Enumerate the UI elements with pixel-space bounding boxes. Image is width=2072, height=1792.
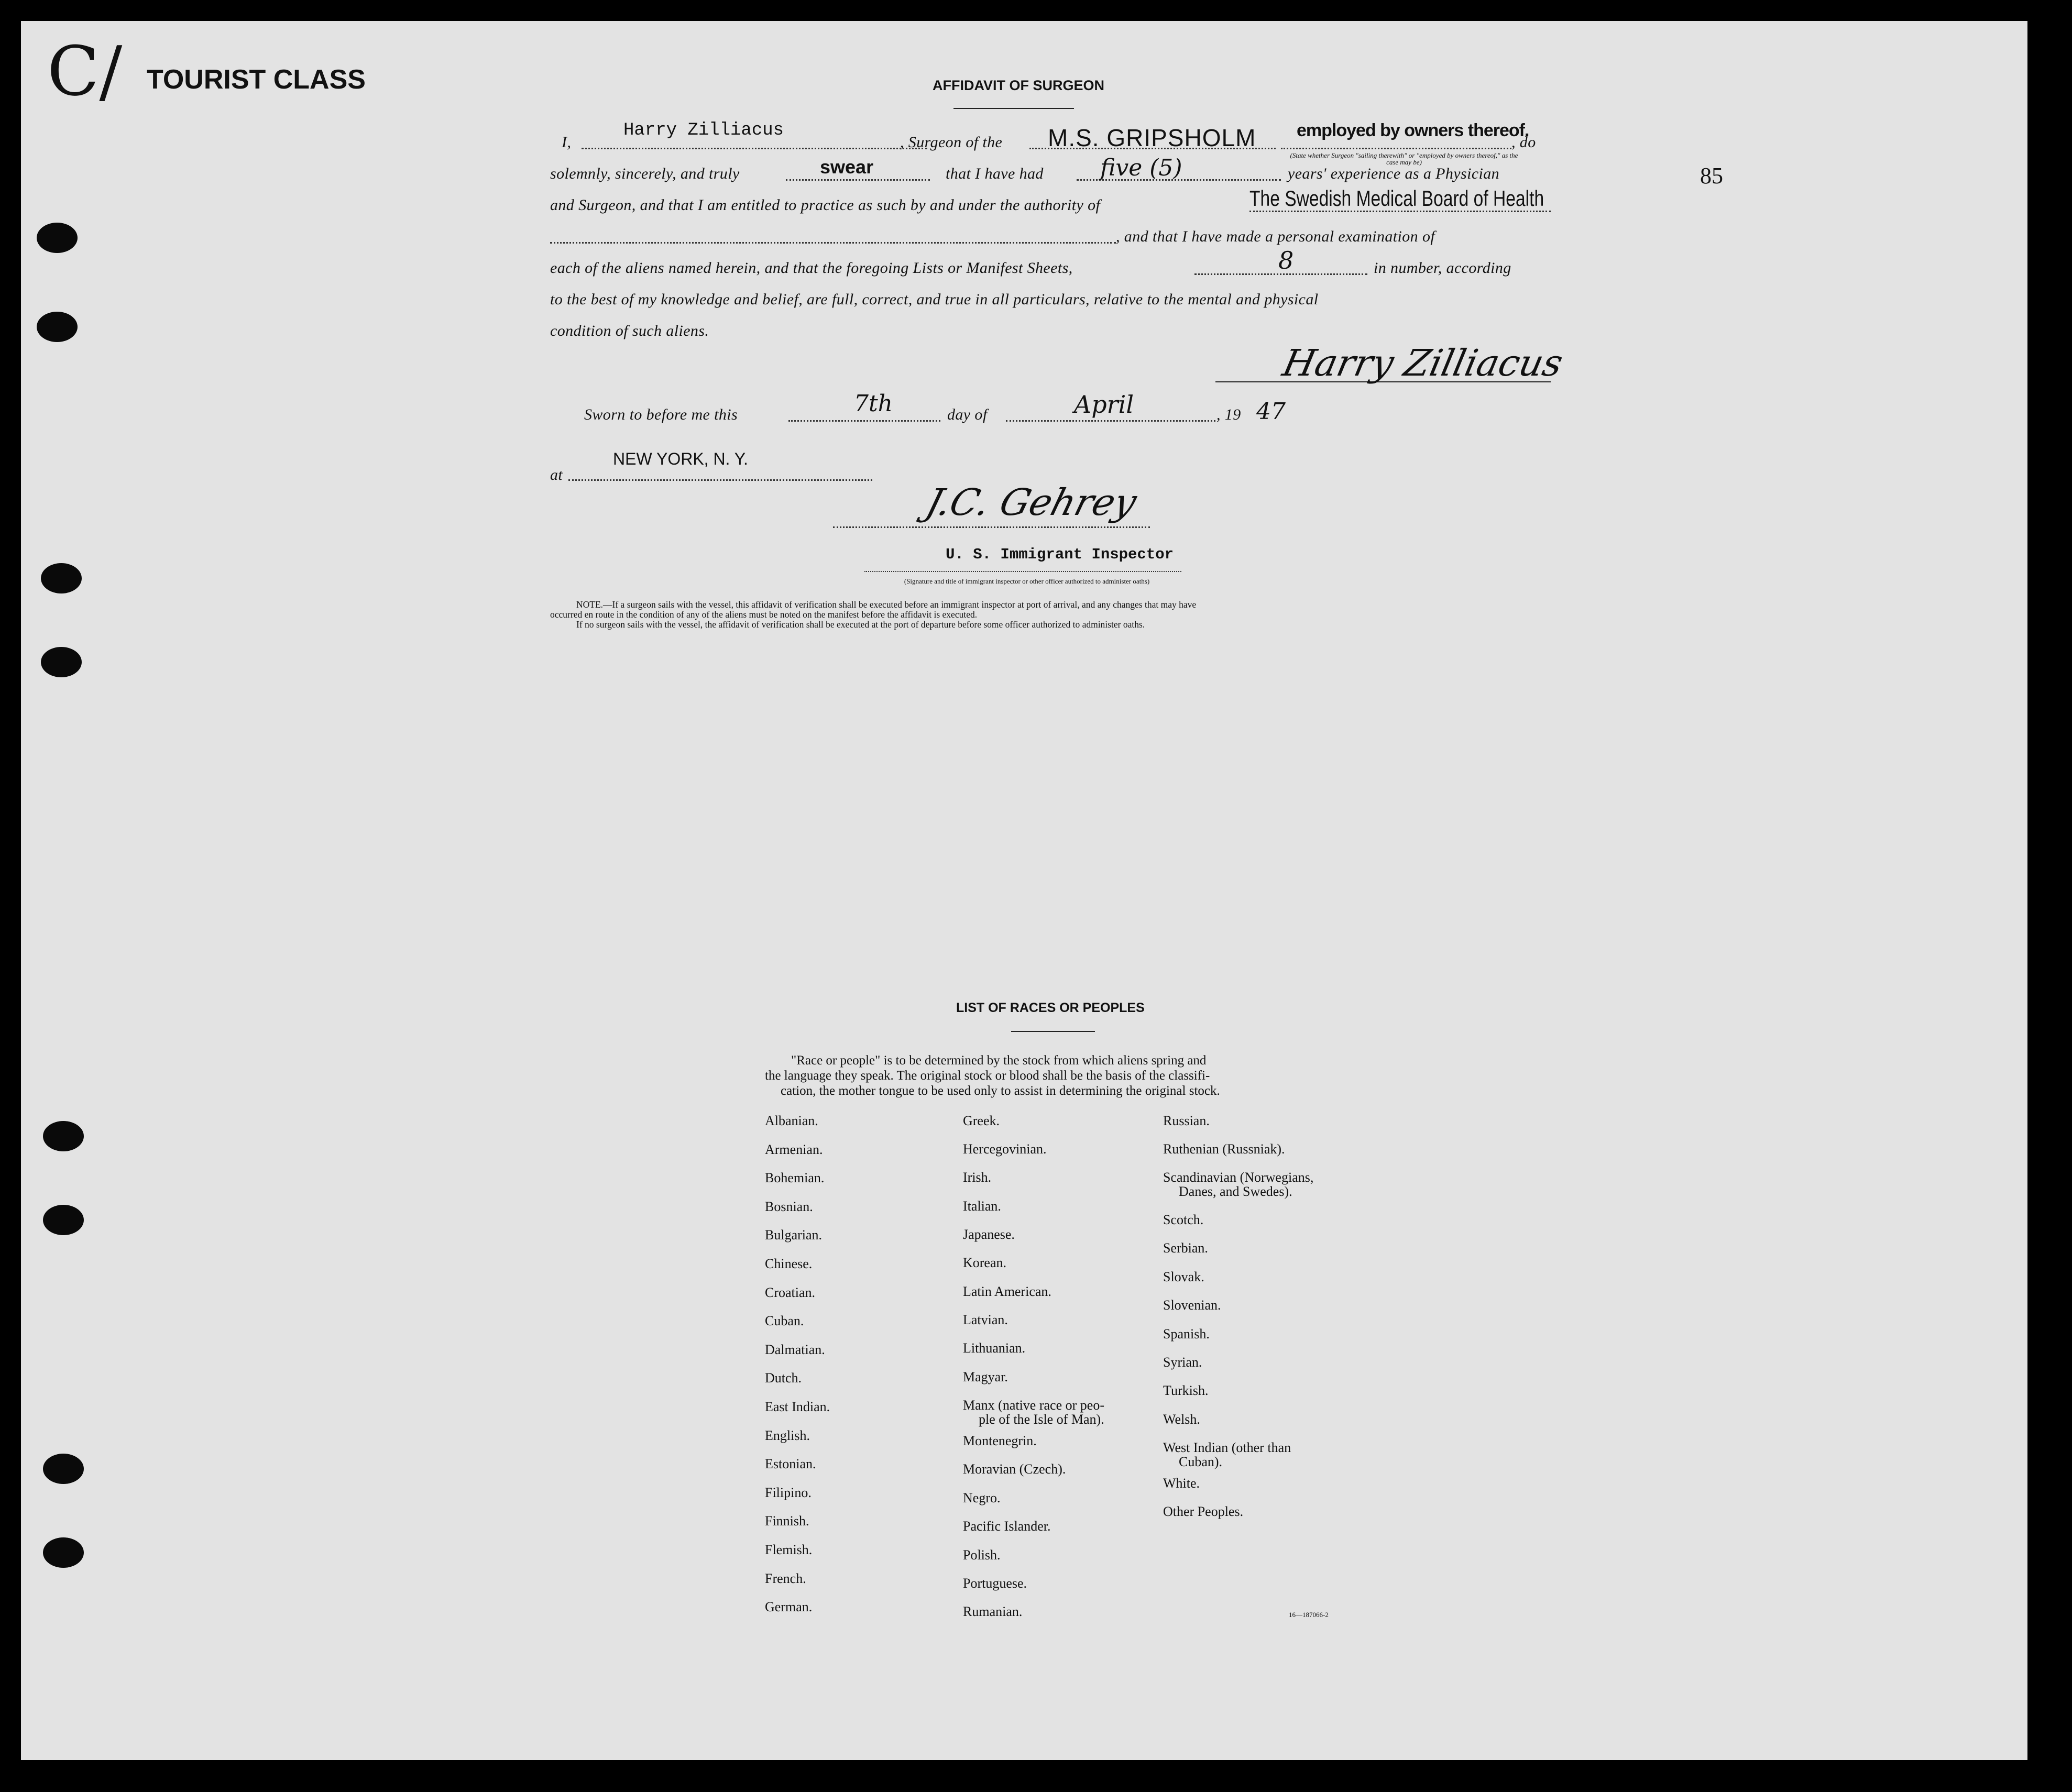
race-item: Latin American. <box>963 1284 1051 1299</box>
text-best-of-knowledge: to the best of my knowledge and belief, are full, correct, and true in all particulars, relative to the mental and physical <box>550 291 1319 308</box>
race-item: Rumanian. <box>963 1604 1023 1619</box>
race-item: Armenian. <box>765 1142 823 1157</box>
text-at: at <box>550 466 563 483</box>
race-item: Bosnian. <box>765 1199 813 1214</box>
text-condition: condition of such aliens. <box>550 322 709 339</box>
race-item: Latvian. <box>963 1312 1008 1327</box>
race-item: Cuban. <box>765 1313 804 1328</box>
authority-line-2 <box>550 242 1116 244</box>
handwritten-corner-mark: C/ <box>47 31 123 111</box>
day-line <box>788 420 940 422</box>
month-line <box>1006 420 1215 422</box>
text-year-prefix: , 19 <box>1216 406 1241 423</box>
employment-note: (State whether Surgeon "sailing therewith" or "employed by owners thereof," as the case may be) <box>1290 151 1518 166</box>
race-item: Korean. <box>963 1255 1007 1270</box>
intro-line-2: the language they speak. The original stock or blood shall be the basis of the classifi- <box>765 1069 1210 1083</box>
race-item: English. <box>765 1428 810 1443</box>
race-item: Chinese. <box>765 1256 813 1271</box>
race-item: Moravian (Czech). <box>963 1461 1066 1477</box>
text-and-surgeon: and Surgeon, and that I am entitled to practice as such by and under the authority of <box>550 196 1101 214</box>
text-i-have-had: that I have had <box>946 165 1044 182</box>
note-line-1: NOTE.—If a surgeon sails with the vessel, this affidavit of verification shall be executed before an immigrant inspector at port of arrival, and any changes that may have <box>576 599 1197 610</box>
years: five (5) <box>1100 155 1182 181</box>
race-item: Lithuanian. <box>963 1340 1026 1356</box>
text-do: , do <box>1511 134 1536 151</box>
race-item: Danes, and Swedes). <box>1179 1184 1292 1199</box>
race-item: Turkish. <box>1163 1383 1209 1398</box>
inspector-signature: J.C. Gehrey <box>922 481 1142 524</box>
intro-line-3: cation, the mother tongue to be used only to assist in determining the original stock. <box>781 1084 1220 1098</box>
class-label: TOURIST CLASS <box>147 64 366 95</box>
form-number: 16—187066-2 <box>1289 1611 1329 1619</box>
race-item: Pacific Islander. <box>963 1519 1051 1534</box>
oath-line <box>786 179 930 181</box>
punch-hole <box>41 647 82 677</box>
surgeon-name: Harry Zilliacus <box>623 120 784 140</box>
affidavit-title: AFFIDAVIT OF SURGEON <box>933 78 1104 93</box>
race-item: Estonian. <box>765 1456 816 1471</box>
punch-hole <box>43 1537 84 1568</box>
race-item: Spanish. <box>1163 1326 1210 1342</box>
document-page <box>21 21 2027 1760</box>
punch-hole <box>43 1454 84 1484</box>
punch-hole <box>37 312 78 342</box>
ship-name: M.S. GRIPSHOLM <box>1048 124 1256 151</box>
race-item: Dutch. <box>765 1370 802 1386</box>
text-surgeon-of: , Surgeon of the <box>900 134 1003 151</box>
race-item: West Indian (other than <box>1163 1440 1291 1455</box>
race-item: Slovak. <box>1163 1269 1204 1284</box>
authority: The Swedish Medical Board of Health <box>1249 186 1544 211</box>
punch-hole <box>37 223 78 253</box>
note-line-2: occurred en route in the condition of any of the aliens must be noted on the manifest before the affidavit is executed. <box>550 609 978 620</box>
race-item: Russian. <box>1163 1113 1210 1128</box>
text-personal-examination: , and that I have made a personal examination of <box>1116 228 1435 245</box>
race-item: Serbian. <box>1163 1240 1208 1256</box>
employment-line <box>1281 148 1511 149</box>
race-item: German. <box>765 1599 813 1614</box>
year: 47 <box>1256 398 1286 425</box>
place: NEW YORK, N. Y. <box>613 449 748 468</box>
punch-hole <box>41 563 82 593</box>
race-item: Flemish. <box>765 1542 813 1557</box>
race-item: Scotch. <box>1163 1212 1204 1227</box>
race-item: ple of the Isle of Man). <box>979 1412 1104 1427</box>
name-line <box>582 148 927 149</box>
race-item: Bulgarian. <box>765 1227 823 1243</box>
affidavit-note <box>550 600 1553 630</box>
race-item: East Indian. <box>765 1399 830 1414</box>
race-item: Portuguese. <box>963 1576 1027 1591</box>
title-rule <box>953 108 1074 109</box>
race-item: Finnish. <box>765 1513 809 1529</box>
month: April <box>1074 390 1134 419</box>
race-item: Croatian. <box>765 1285 816 1300</box>
race-item: Slovenian. <box>1163 1298 1221 1313</box>
race-item: Dalmatian. <box>765 1342 825 1357</box>
race-item: Manx (native race or peo- <box>963 1398 1104 1413</box>
race-item: Montenegrin. <box>963 1433 1037 1448</box>
intro-line-1: "Race or people" is to be determined by the stock from which aliens spring and <box>791 1053 1207 1068</box>
race-item: Hercegovinian. <box>963 1141 1047 1157</box>
note-line-3: If no surgeon sails with the vessel, the affidavit of verification shall be executed at the port of departure before some officer authorized to administer oaths. <box>576 619 1145 630</box>
punch-hole <box>43 1121 84 1151</box>
race-item: French. <box>765 1571 806 1586</box>
employment-stamp: employed by owners thereof. <box>1297 120 1529 140</box>
race-item: Negro. <box>963 1490 1001 1505</box>
race-item: Syrian. <box>1163 1355 1202 1370</box>
race-item: Welsh. <box>1163 1412 1200 1427</box>
race-item: Italian. <box>963 1199 1001 1214</box>
text-in-number: in number, according <box>1374 259 1511 277</box>
punch-hole <box>43 1205 84 1235</box>
race-item: Scandinavian (Norwegians, <box>1163 1170 1314 1185</box>
race-item: Greek. <box>963 1113 1000 1128</box>
surgeon-signature: Harry Zilliacus <box>1279 342 1567 384</box>
race-item: Magyar. <box>963 1369 1008 1384</box>
inspector-title-line <box>864 571 1181 572</box>
race-item: Albanian. <box>765 1113 818 1128</box>
race-item: Cuban). <box>1179 1454 1223 1469</box>
races-title: LIST OF RACES OR PEOPLES <box>956 1001 1145 1015</box>
day: 7th <box>854 390 893 417</box>
races-intro <box>765 1053 1352 1098</box>
text-solemnly: solemnly, sincerely, and truly <box>550 165 740 182</box>
race-item: Japanese. <box>963 1227 1015 1242</box>
signature-caption: (Signature and title of immigrant inspector or other officer authorized to administer oaths) <box>904 577 1150 585</box>
text-each-of-the-aliens: each of the aliens named herein, and that the foregoing Lists or Manifest Sheets, <box>550 259 1073 277</box>
text-years-experience: years' experience as a Physician <box>1288 165 1500 182</box>
oath: swear <box>820 156 874 178</box>
race-item: Other Peoples. <box>1163 1504 1244 1519</box>
text-sworn: Sworn to before me this <box>584 406 738 423</box>
race-item: Ruthenian (Russniak). <box>1163 1141 1285 1157</box>
races-title-rule <box>1011 1031 1095 1032</box>
text-i: I, <box>562 134 572 151</box>
race-item: Polish. <box>963 1547 1001 1563</box>
place-line <box>568 479 872 481</box>
inspector-title: U. S. Immigrant Inspector <box>946 546 1174 563</box>
page-number: 85 <box>1700 163 1723 189</box>
text-day-of: day of <box>947 406 988 423</box>
inspector-signature-line <box>833 526 1150 528</box>
race-item: Filipino. <box>765 1485 812 1500</box>
race-item: Irish. <box>963 1170 992 1185</box>
race-item: White. <box>1163 1476 1200 1491</box>
race-item: Bohemian. <box>765 1170 825 1185</box>
sheet-count: 8 <box>1278 246 1294 274</box>
